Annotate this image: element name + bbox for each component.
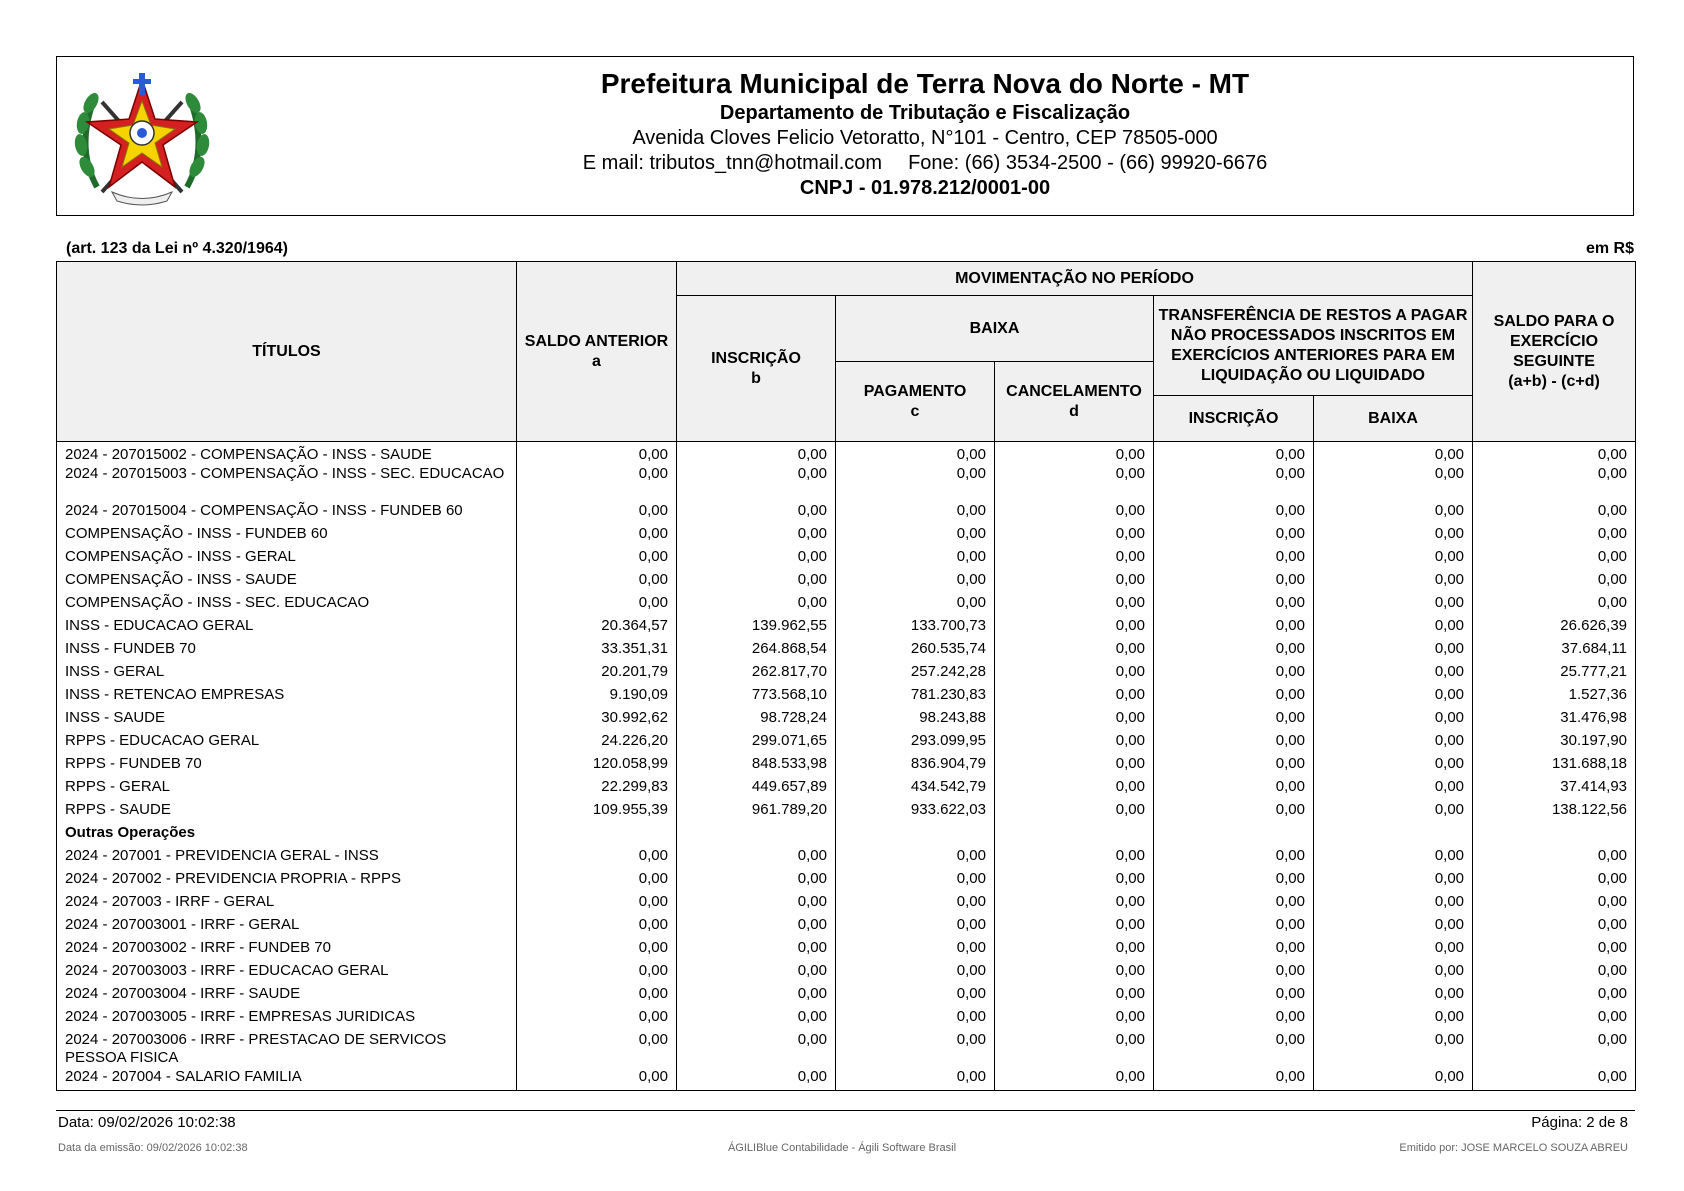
footer-page-number: Página: 2 de 8 xyxy=(1531,1114,1628,1131)
table-row xyxy=(57,1068,1636,1091)
cell-trans-inscricao: 0,00 xyxy=(1154,801,1314,824)
cell-pagamento: 933.622,03 xyxy=(836,801,995,824)
cell-pagamento: 260.535,74 xyxy=(836,640,995,663)
cell-trans-baixa: 0,00 xyxy=(1314,778,1473,801)
cell-pagamento: 0,00 xyxy=(836,1031,995,1068)
cell-inscricao: 0,00 xyxy=(677,594,836,617)
cell-saldo-anterior: 0,00 xyxy=(517,502,677,525)
table-row xyxy=(57,548,1636,571)
cell-saldo-seguinte xyxy=(1473,824,1636,847)
cell-saldo-seguinte: 31.476,98 xyxy=(1473,709,1636,732)
cell-inscricao: 0,00 xyxy=(677,985,836,1008)
cell-inscricao: 0,00 xyxy=(677,442,836,465)
table-row xyxy=(57,939,1636,962)
cell-saldo-seguinte: 0,00 xyxy=(1473,916,1636,939)
header-pagamento-letter: c xyxy=(910,402,920,420)
cell-saldo-anterior: 30.992,62 xyxy=(517,709,677,732)
header-saldo-anterior-letter: a xyxy=(592,352,601,370)
table-row xyxy=(57,640,1636,663)
cell-pagamento: 0,00 xyxy=(836,985,995,1008)
cell-pagamento: 98.243,88 xyxy=(836,709,995,732)
table-row xyxy=(57,686,1636,709)
cell-trans-inscricao: 0,00 xyxy=(1154,548,1314,571)
row-title: INSS - RETENCAO EMPRESAS xyxy=(57,686,517,709)
table-row xyxy=(57,1008,1636,1031)
cell-cancelamento: 0,00 xyxy=(995,548,1154,571)
cell-saldo-seguinte: 0,00 xyxy=(1473,525,1636,548)
cell-saldo-seguinte: 37.684,11 xyxy=(1473,640,1636,663)
cell-trans-baixa: 0,00 xyxy=(1314,663,1473,686)
cell-saldo-anterior: 0,00 xyxy=(517,870,677,893)
cell-inscricao: 0,00 xyxy=(677,465,836,502)
table-row xyxy=(57,870,1636,893)
cell-trans-inscricao: 0,00 xyxy=(1154,640,1314,663)
header-cancelamento xyxy=(995,362,1154,442)
header-titulos: TÍTULOS xyxy=(57,262,517,442)
cell-saldo-seguinte: 0,00 xyxy=(1473,893,1636,916)
cell-cancelamento: 0,00 xyxy=(995,1008,1154,1031)
cell-saldo-anterior: 0,00 xyxy=(517,847,677,870)
table-row xyxy=(57,594,1636,617)
cell-trans-baixa: 0,00 xyxy=(1314,801,1473,824)
cell-pagamento: 0,00 xyxy=(836,1008,995,1031)
header-cancelamento-letter: d xyxy=(1069,402,1079,420)
cell-saldo-anterior: 0,00 xyxy=(517,548,677,571)
table-row xyxy=(57,465,1636,502)
cell-saldo-anterior: 24.226,20 xyxy=(517,732,677,755)
cell-saldo-seguinte: 138.122,56 xyxy=(1473,801,1636,824)
cell-pagamento: 293.099,95 xyxy=(836,732,995,755)
cell-pagamento: 0,00 xyxy=(836,939,995,962)
row-title: 2024 - 207003005 - IRRF - EMPRESAS JURIDICAS xyxy=(57,1008,517,1031)
row-title: 2024 - 207015003 - COMPENSAÇÃO - INSS - SEC. EDUCACAO xyxy=(57,465,517,502)
header-saldo-anterior xyxy=(517,262,677,442)
report-table xyxy=(56,261,1636,1091)
cell-cancelamento: 0,00 xyxy=(995,755,1154,778)
cell-inscricao: 139.962,55 xyxy=(677,617,836,640)
cell-cancelamento: 0,00 xyxy=(995,939,1154,962)
cell-pagamento: 0,00 xyxy=(836,893,995,916)
table-row xyxy=(57,571,1636,594)
cell-pagamento: 0,00 xyxy=(836,502,995,525)
cell-saldo-anterior: 120.058,99 xyxy=(517,755,677,778)
cell-saldo-anterior: 0,00 xyxy=(517,1031,677,1068)
cell-cancelamento: 0,00 xyxy=(995,801,1154,824)
cell-saldo-seguinte: 0,00 xyxy=(1473,1008,1636,1031)
cell-cancelamento: 0,00 xyxy=(995,502,1154,525)
table-row xyxy=(57,663,1636,686)
row-title: 2024 - 207015002 - COMPENSAÇÃO - INSS - SAUDE xyxy=(57,442,517,465)
cell-cancelamento: 0,00 xyxy=(995,571,1154,594)
cell-trans-inscricao: 0,00 xyxy=(1154,709,1314,732)
department-name: Departamento de Tributação e Fiscalização xyxy=(719,102,1131,124)
cell-trans-inscricao xyxy=(1154,824,1314,847)
cell-trans-inscricao: 0,00 xyxy=(1154,594,1314,617)
law-reference: (art. 123 da Lei nº 4.320/1964) xyxy=(66,240,288,257)
header-saldo-seguinte-formula: (a+b) - (c+d) xyxy=(1508,372,1600,390)
row-title: INSS - FUNDEB 70 xyxy=(57,640,517,663)
cell-trans-inscricao: 0,00 xyxy=(1154,1008,1314,1031)
table-row xyxy=(57,1031,1636,1068)
cell-pagamento: 836.904,79 xyxy=(836,755,995,778)
cell-trans-inscricao: 0,00 xyxy=(1154,571,1314,594)
cell-pagamento: 0,00 xyxy=(836,442,995,465)
table-row xyxy=(57,916,1636,939)
cell-pagamento: 0,00 xyxy=(836,571,995,594)
cell-saldo-anterior: 0,00 xyxy=(517,571,677,594)
cell-trans-inscricao: 0,00 xyxy=(1154,525,1314,548)
cell-inscricao: 264.868,54 xyxy=(677,640,836,663)
cell-inscricao: 0,00 xyxy=(677,502,836,525)
cell-trans-baixa: 0,00 xyxy=(1314,1031,1473,1068)
cell-inscricao: 961.789,20 xyxy=(677,801,836,824)
row-title: INSS - GERAL xyxy=(57,663,517,686)
cell-inscricao: 0,00 xyxy=(677,1031,836,1068)
cell-saldo-anterior: 0,00 xyxy=(517,1008,677,1031)
cell-trans-baixa: 0,00 xyxy=(1314,442,1473,465)
cell-saldo-seguinte: 26.626,39 xyxy=(1473,617,1636,640)
cell-saldo-seguinte: 0,00 xyxy=(1473,1031,1636,1068)
cell-saldo-anterior: 0,00 xyxy=(517,442,677,465)
row-title: COMPENSAÇÃO - INSS - FUNDEB 60 xyxy=(57,525,517,548)
cell-trans-baixa: 0,00 xyxy=(1314,709,1473,732)
cell-trans-inscricao: 0,00 xyxy=(1154,755,1314,778)
footer-date: Data: 09/02/2026 10:02:38 xyxy=(58,1114,236,1131)
cell-pagamento: 434.542,79 xyxy=(836,778,995,801)
report-table-body xyxy=(57,442,1636,1091)
footer-divider xyxy=(56,1110,1635,1111)
cell-inscricao: 449.657,89 xyxy=(677,778,836,801)
cell-inscricao: 0,00 xyxy=(677,548,836,571)
cell-cancelamento: 0,00 xyxy=(995,916,1154,939)
cell-pagamento: 0,00 xyxy=(836,465,995,502)
cell-saldo-anterior: 0,00 xyxy=(517,594,677,617)
cell-trans-inscricao: 0,00 xyxy=(1154,847,1314,870)
cell-trans-baixa: 0,00 xyxy=(1314,1008,1473,1031)
header-cancelamento-label: CANCELAMENTO xyxy=(1006,382,1142,400)
cell-saldo-seguinte: 0,00 xyxy=(1473,870,1636,893)
cell-saldo-anterior: 0,00 xyxy=(517,916,677,939)
cell-pagamento: 781.230,83 xyxy=(836,686,995,709)
cell-inscricao: 773.568,10 xyxy=(677,686,836,709)
cell-trans-inscricao: 0,00 xyxy=(1154,442,1314,465)
cell-trans-inscricao: 0,00 xyxy=(1154,686,1314,709)
cell-saldo-seguinte: 0,00 xyxy=(1473,571,1636,594)
cell-cancelamento: 0,00 xyxy=(995,640,1154,663)
cell-pagamento: 0,00 xyxy=(836,870,995,893)
row-title: 2024 - 207002 - PREVIDENCIA PROPRIA - RPPS xyxy=(57,870,517,893)
row-title: 2024 - 207004 - SALARIO FAMILIA xyxy=(57,1068,517,1091)
row-title: 2024 - 207003 - IRRF - GERAL xyxy=(57,893,517,916)
cell-inscricao: 299.071,65 xyxy=(677,732,836,755)
header-pagamento-label: PAGAMENTO xyxy=(863,382,967,400)
cell-trans-baixa: 0,00 xyxy=(1314,617,1473,640)
cell-trans-baixa: 0,00 xyxy=(1314,916,1473,939)
cell-cancelamento: 0,00 xyxy=(995,617,1154,640)
issued-by: Emitido por: JOSE MARCELO SOUZA ABREU xyxy=(1399,1142,1628,1154)
header-saldo-seguinte xyxy=(1473,262,1636,442)
header-trans-inscricao: INSCRIÇÃO xyxy=(1154,396,1314,442)
cell-saldo-seguinte: 0,00 xyxy=(1473,442,1636,465)
currency-note: em R$ xyxy=(1585,240,1634,257)
cell-inscricao: 0,00 xyxy=(677,893,836,916)
cell-saldo-seguinte: 0,00 xyxy=(1473,502,1636,525)
header-inscricao xyxy=(677,296,836,442)
cell-saldo-anterior xyxy=(517,824,677,847)
cell-pagamento: 0,00 xyxy=(836,962,995,985)
cell-trans-baixa: 0,00 xyxy=(1314,594,1473,617)
cell-trans-inscricao: 0,00 xyxy=(1154,893,1314,916)
cell-cancelamento: 0,00 xyxy=(995,594,1154,617)
table-row xyxy=(57,985,1636,1008)
cell-trans-baixa: 0,00 xyxy=(1314,525,1473,548)
row-title: 2024 - 207003003 - IRRF - EDUCACAO GERAL xyxy=(57,962,517,985)
cell-trans-inscricao: 0,00 xyxy=(1154,502,1314,525)
phone: Fone: (66) 3534-2500 - (66) 99920-6676 xyxy=(908,152,1268,174)
cell-inscricao: 0,00 xyxy=(677,847,836,870)
cell-saldo-anterior: 0,00 xyxy=(517,962,677,985)
cell-inscricao: 0,00 xyxy=(677,870,836,893)
header-inscricao-letter: b xyxy=(751,369,761,387)
row-title: COMPENSAÇÃO - INSS - GERAL xyxy=(57,548,517,571)
cell-trans-baixa: 0,00 xyxy=(1314,571,1473,594)
email: E mail: tributos_tnn@hotmail.com xyxy=(582,152,883,174)
cell-saldo-seguinte: 0,00 xyxy=(1473,847,1636,870)
cell-trans-inscricao: 0,00 xyxy=(1154,663,1314,686)
cell-cancelamento: 0,00 xyxy=(995,732,1154,755)
cell-trans-baixa: 0,00 xyxy=(1314,640,1473,663)
table-row xyxy=(57,709,1636,732)
cell-saldo-anterior: 20.364,57 xyxy=(517,617,677,640)
cell-trans-baixa: 0,00 xyxy=(1314,686,1473,709)
header-baixa: BAIXA xyxy=(836,296,1154,362)
table-row xyxy=(57,617,1636,640)
cell-inscricao: 0,00 xyxy=(677,571,836,594)
cell-saldo-anterior: 0,00 xyxy=(517,465,677,502)
cell-saldo-anterior: 9.190,09 xyxy=(517,686,677,709)
cell-trans-inscricao: 0,00 xyxy=(1154,617,1314,640)
cell-saldo-seguinte: 25.777,21 xyxy=(1473,663,1636,686)
cell-inscricao: 0,00 xyxy=(677,1008,836,1031)
cell-saldo-anterior: 0,00 xyxy=(517,893,677,916)
table-row xyxy=(57,962,1636,985)
cell-saldo-anterior: 0,00 xyxy=(517,939,677,962)
cell-trans-baixa: 0,00 xyxy=(1314,502,1473,525)
cell-saldo-seguinte: 0,00 xyxy=(1473,985,1636,1008)
cell-saldo-seguinte: 0,00 xyxy=(1473,939,1636,962)
cell-saldo-seguinte: 131.688,18 xyxy=(1473,755,1636,778)
table-row xyxy=(57,732,1636,755)
table-row xyxy=(57,778,1636,801)
cell-trans-baixa: 0,00 xyxy=(1314,962,1473,985)
cell-inscricao: 0,00 xyxy=(677,939,836,962)
cell-trans-baixa: 0,00 xyxy=(1314,548,1473,571)
cell-cancelamento: 0,00 xyxy=(995,893,1154,916)
cell-trans-baixa: 0,00 xyxy=(1314,870,1473,893)
cell-trans-inscricao: 0,00 xyxy=(1154,1068,1314,1091)
row-title: INSS - SAUDE xyxy=(57,709,517,732)
cell-trans-baixa: 0,00 xyxy=(1314,985,1473,1008)
cell-trans-inscricao: 0,00 xyxy=(1154,778,1314,801)
cell-trans-baixa: 0,00 xyxy=(1314,893,1473,916)
cell-saldo-seguinte: 0,00 xyxy=(1473,465,1636,502)
cell-cancelamento: 0,00 xyxy=(995,663,1154,686)
cell-cancelamento: 0,00 xyxy=(995,525,1154,548)
header-movimentacao: MOVIMENTAÇÃO NO PERÍODO xyxy=(677,262,1473,296)
cell-saldo-anterior: 22.299,83 xyxy=(517,778,677,801)
row-title: RPPS - EDUCACAO GERAL xyxy=(57,732,517,755)
cell-inscricao: 0,00 xyxy=(677,1068,836,1091)
cell-trans-inscricao: 0,00 xyxy=(1154,465,1314,502)
contact-line xyxy=(217,151,1633,176)
cell-pagamento: 0,00 xyxy=(836,525,995,548)
header-trans-baixa: BAIXA xyxy=(1314,396,1473,442)
row-title: 2024 - 207001 - PREVIDENCIA GERAL - INSS xyxy=(57,847,517,870)
cell-inscricao: 0,00 xyxy=(677,962,836,985)
cell-saldo-seguinte: 0,00 xyxy=(1473,1068,1636,1091)
cell-pagamento: 0,00 xyxy=(836,916,995,939)
header-saldo-anterior-label: SALDO ANTERIOR xyxy=(524,332,669,350)
header-box xyxy=(56,56,1634,216)
cell-cancelamento: 0,00 xyxy=(995,465,1154,502)
cell-saldo-seguinte: 0,00 xyxy=(1473,548,1636,571)
cell-saldo-seguinte: 0,00 xyxy=(1473,594,1636,617)
cell-trans-baixa: 0,00 xyxy=(1314,1068,1473,1091)
cell-trans-inscricao: 0,00 xyxy=(1154,985,1314,1008)
cell-pagamento: 0,00 xyxy=(836,548,995,571)
cell-trans-inscricao: 0,00 xyxy=(1154,939,1314,962)
row-title: COMPENSAÇÃO - INSS - SAUDE xyxy=(57,571,517,594)
cell-cancelamento: 0,00 xyxy=(995,709,1154,732)
cell-cancelamento: 0,00 xyxy=(995,686,1154,709)
cell-trans-inscricao: 0,00 xyxy=(1154,1031,1314,1068)
cell-saldo-anterior: 0,00 xyxy=(517,1068,677,1091)
address: Avenida Cloves Felicio Vetoratto, N°101 - Centro, CEP 78505-000 xyxy=(632,127,1218,149)
cell-pagamento: 0,00 xyxy=(836,1068,995,1091)
cell-cancelamento xyxy=(995,824,1154,847)
row-title: 2024 - 207003006 - IRRF - PRESTACAO DE SERVICOS PESSOA FISICA xyxy=(57,1031,517,1068)
row-title: 2024 - 207003002 - IRRF - FUNDEB 70 xyxy=(57,939,517,962)
cell-trans-inscricao: 0,00 xyxy=(1154,962,1314,985)
cell-trans-baixa: 0,00 xyxy=(1314,939,1473,962)
row-title: 2024 - 207003001 - IRRF - GERAL xyxy=(57,916,517,939)
cell-trans-baixa: 0,00 xyxy=(1314,755,1473,778)
table-row xyxy=(57,502,1636,525)
cell-inscricao: 848.533,98 xyxy=(677,755,836,778)
cell-inscricao: 262.817,70 xyxy=(677,663,836,686)
row-title: 2024 - 207015004 - COMPENSAÇÃO - INSS - FUNDEB 60 xyxy=(57,502,517,525)
cell-saldo-anterior: 20.201,79 xyxy=(517,663,677,686)
municipal-coat-of-arms-icon xyxy=(67,67,217,207)
cell-inscricao: 0,00 xyxy=(677,525,836,548)
cell-cancelamento: 0,00 xyxy=(995,962,1154,985)
header-pagamento xyxy=(836,362,995,442)
cell-saldo-anterior: 0,00 xyxy=(517,985,677,1008)
municipality-title: Prefeitura Municipal de Terra Nova do Norte - MT xyxy=(600,68,1250,99)
cell-pagamento: 257.242,28 xyxy=(836,663,995,686)
row-title: RPPS - GERAL xyxy=(57,778,517,801)
row-title: RPPS - FUNDEB 70 xyxy=(57,755,517,778)
table-row xyxy=(57,893,1636,916)
cell-saldo-seguinte: 0,00 xyxy=(1473,962,1636,985)
cell-trans-baixa: 0,00 xyxy=(1314,732,1473,755)
cell-cancelamento: 0,00 xyxy=(995,442,1154,465)
table-row xyxy=(57,755,1636,778)
row-title: 2024 - 207003004 - IRRF - SAUDE xyxy=(57,985,517,1008)
header-inscricao-label: INSCRIÇÃO xyxy=(711,349,801,367)
cell-trans-baixa: 0,00 xyxy=(1314,847,1473,870)
cell-saldo-seguinte: 30.197,90 xyxy=(1473,732,1636,755)
cell-pagamento: 133.700,73 xyxy=(836,617,995,640)
cell-pagamento: 0,00 xyxy=(836,847,995,870)
row-title: RPPS - SAUDE xyxy=(57,801,517,824)
cell-inscricao xyxy=(677,824,836,847)
cell-saldo-anterior: 109.955,39 xyxy=(517,801,677,824)
section-title: Outras Operações xyxy=(57,824,517,847)
cell-pagamento xyxy=(836,824,995,847)
row-title: INSS - EDUCACAO GERAL xyxy=(57,617,517,640)
software-credit: ÁGILIBlue Contabilidade - Ágili Software Brasil xyxy=(727,1142,957,1154)
row-title: COMPENSAÇÃO - INSS - SEC. EDUCACAO xyxy=(57,594,517,617)
cell-saldo-seguinte: 1.527,36 xyxy=(1473,686,1636,709)
cell-trans-baixa: 0,00 xyxy=(1314,465,1473,502)
cell-trans-inscricao: 0,00 xyxy=(1154,870,1314,893)
table-row xyxy=(57,801,1636,824)
cell-trans-inscricao: 0,00 xyxy=(1154,732,1314,755)
cell-inscricao: 0,00 xyxy=(677,916,836,939)
emission-date: Data da emissão: 09/02/2026 10:02:38 xyxy=(58,1142,248,1154)
cell-cancelamento: 0,00 xyxy=(995,778,1154,801)
cell-inscricao: 98.728,24 xyxy=(677,709,836,732)
table-row xyxy=(57,442,1636,465)
header-saldo-seguinte-label: SALDO PARA O EXERCÍCIO SEGUINTE xyxy=(1493,312,1615,370)
cell-cancelamento: 0,00 xyxy=(995,847,1154,870)
cell-trans-baixa xyxy=(1314,824,1473,847)
cell-pagamento: 0,00 xyxy=(836,594,995,617)
cell-cancelamento: 0,00 xyxy=(995,985,1154,1008)
cell-saldo-anterior: 33.351,31 xyxy=(517,640,677,663)
cnpj: CNPJ - 01.978.212/0001-00 xyxy=(799,177,1051,199)
cell-cancelamento: 0,00 xyxy=(995,870,1154,893)
table-row xyxy=(57,847,1636,870)
header-transferencia: TRANSFERÊNCIA DE RESTOS A PAGAR NÃO PROCESSADOS INSCRITOS EM EXERCÍCIOS ANTERIORES PARA EM LIQUIDAÇÃO OU LIQUIDADO xyxy=(1154,296,1473,396)
cell-cancelamento: 0,00 xyxy=(995,1068,1154,1091)
cell-saldo-seguinte: 37.414,93 xyxy=(1473,778,1636,801)
cell-cancelamento: 0,00 xyxy=(995,1031,1154,1068)
cell-saldo-anterior: 0,00 xyxy=(517,525,677,548)
table-row xyxy=(57,525,1636,548)
section-row xyxy=(57,824,1636,847)
cell-trans-inscricao: 0,00 xyxy=(1154,916,1314,939)
